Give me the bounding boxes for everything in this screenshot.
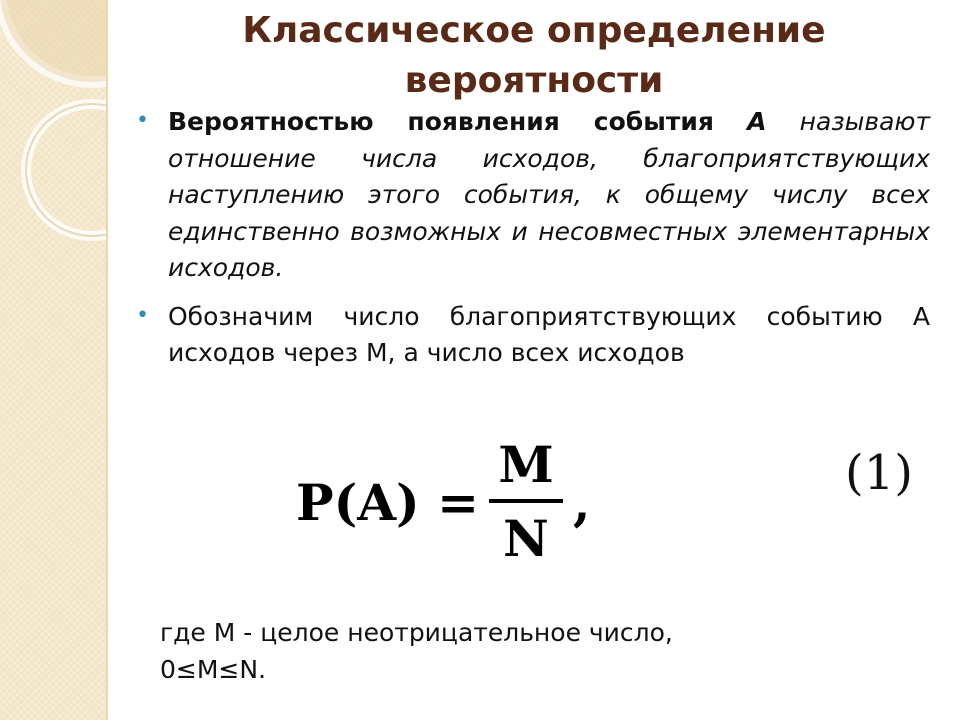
bullet-marker: • (136, 302, 149, 328)
bullet-notation (134, 299, 930, 372)
notation-text: Обозначим число благоприятствующих событию А исходов через М, а число всех исходов (168, 301, 930, 367)
sidebar-border (106, 0, 108, 720)
equation-number: (1) (845, 445, 913, 501)
formula-numerator: M (498, 435, 554, 494)
slide-title: Классическое определение вероятности (242, 10, 826, 101)
formula-fraction (489, 435, 563, 569)
fraction-bar (489, 499, 563, 503)
formula-comma: , (573, 473, 591, 532)
formula-block (280, 415, 930, 575)
formula-lhs: P(A) = (296, 473, 480, 532)
bullet-definition (134, 104, 930, 287)
decorative-rings-icon (0, 0, 106, 720)
formula-denominator: N (503, 509, 549, 568)
definition-lead: Вероятностью появления события (168, 107, 714, 136)
note-line-1: где М - целое неотрицательное число, (160, 618, 673, 647)
bullet-list (134, 104, 930, 372)
event-symbol: А (747, 107, 767, 136)
bullet-marker: • (136, 108, 149, 133)
note-line-2: 0≤M≤N. (160, 655, 267, 684)
definition-text: называют отношение числа исходов, благоприятствующих наступлению этого события, к общему числу всех единственно возможных и несовместных элементарных исходов. (168, 107, 931, 282)
decorative-sidebar (0, 0, 106, 720)
note-block (160, 614, 673, 688)
